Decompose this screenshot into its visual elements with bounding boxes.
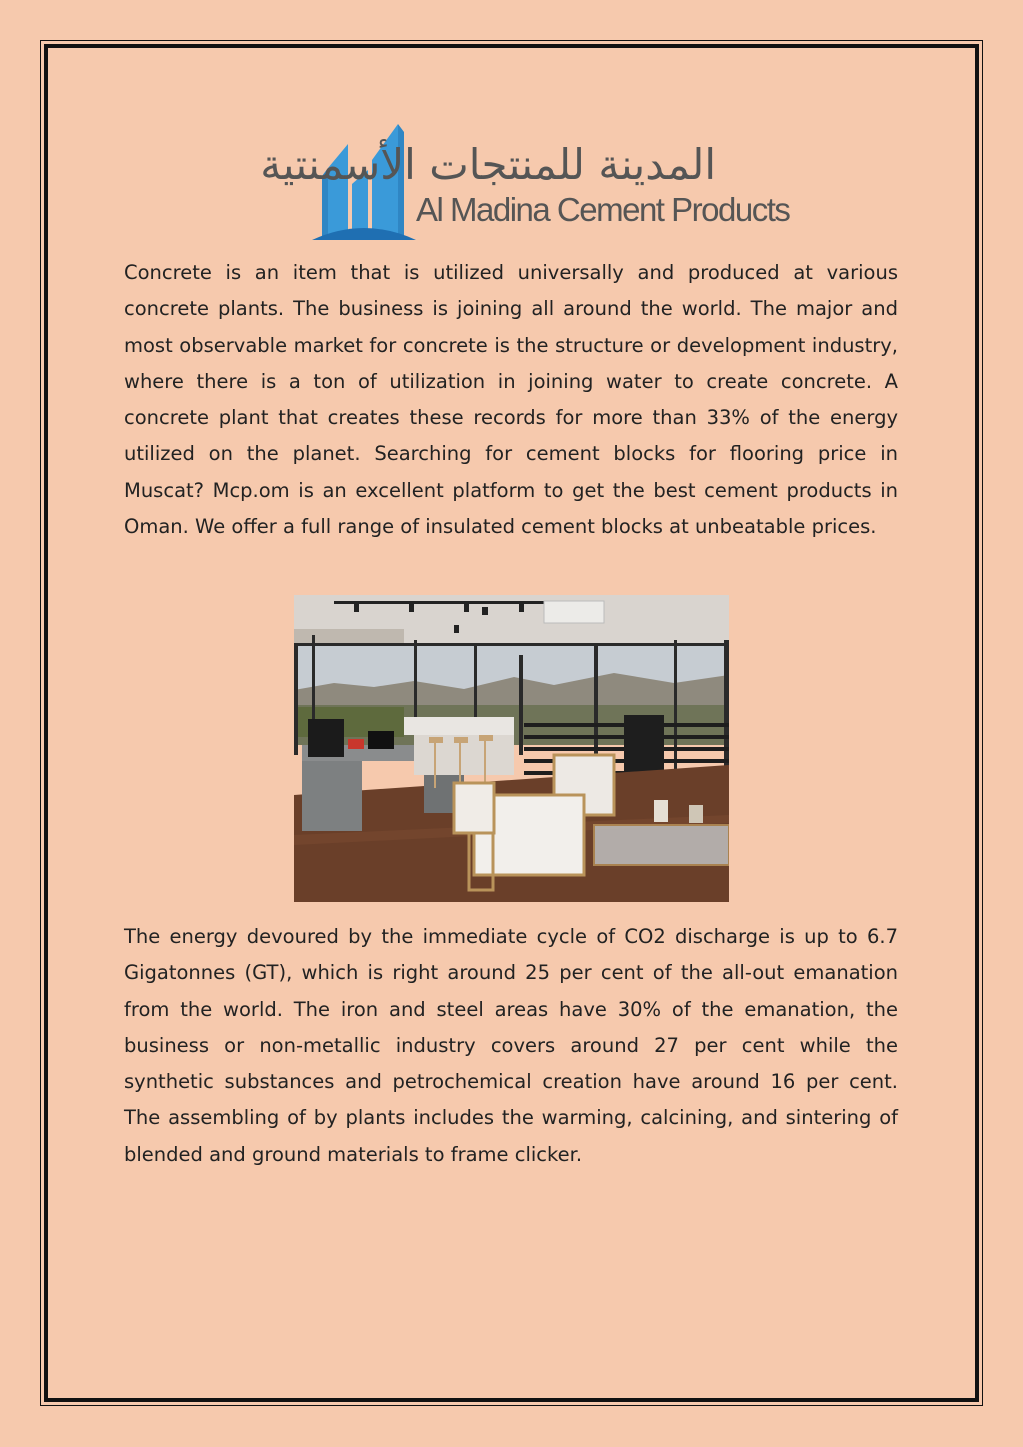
company-logo	[260, 120, 790, 244]
logo-english-name: Al Madina Cement Products	[416, 191, 790, 228]
office-interior-image	[294, 595, 729, 902]
logo-arabic-name: المدينة للمنتجات الأسمنتية	[260, 140, 716, 189]
office-photo	[294, 595, 729, 902]
intro-paragraph: Concrete is an item that is utilized universally and produced at various concrete plants. The business is joining all around the world. The major and most observable market for concrete is the structure or development industry, where there is a ton of utilization in joining water to create concrete. A concrete plant that creates these records for more than 33% of the energy utilized on the planet. Searching for cement blocks for flooring price in Muscat? Mcp.om is an excellent platform to get the best cement products in Oman. We offer a full range of insulated cement blocks at unbeatable prices.	[124, 261, 898, 539]
emissions-paragraph: The energy devoured by the immediate cycle of CO2 discharge is up to 6.7 Gigatonnes (GT), which is right around 25 per cent of the all-out emanation from the world. The iron and steel areas have 30% of the emanation, the business or non-metallic industry covers around 27 per cent while the synthetic substances and petrochemical creation have around 16 per cent. The assembling of by plants includes the warming, calcining, and sintering of blended and ground materials to frame clicker.	[124, 925, 898, 1166]
